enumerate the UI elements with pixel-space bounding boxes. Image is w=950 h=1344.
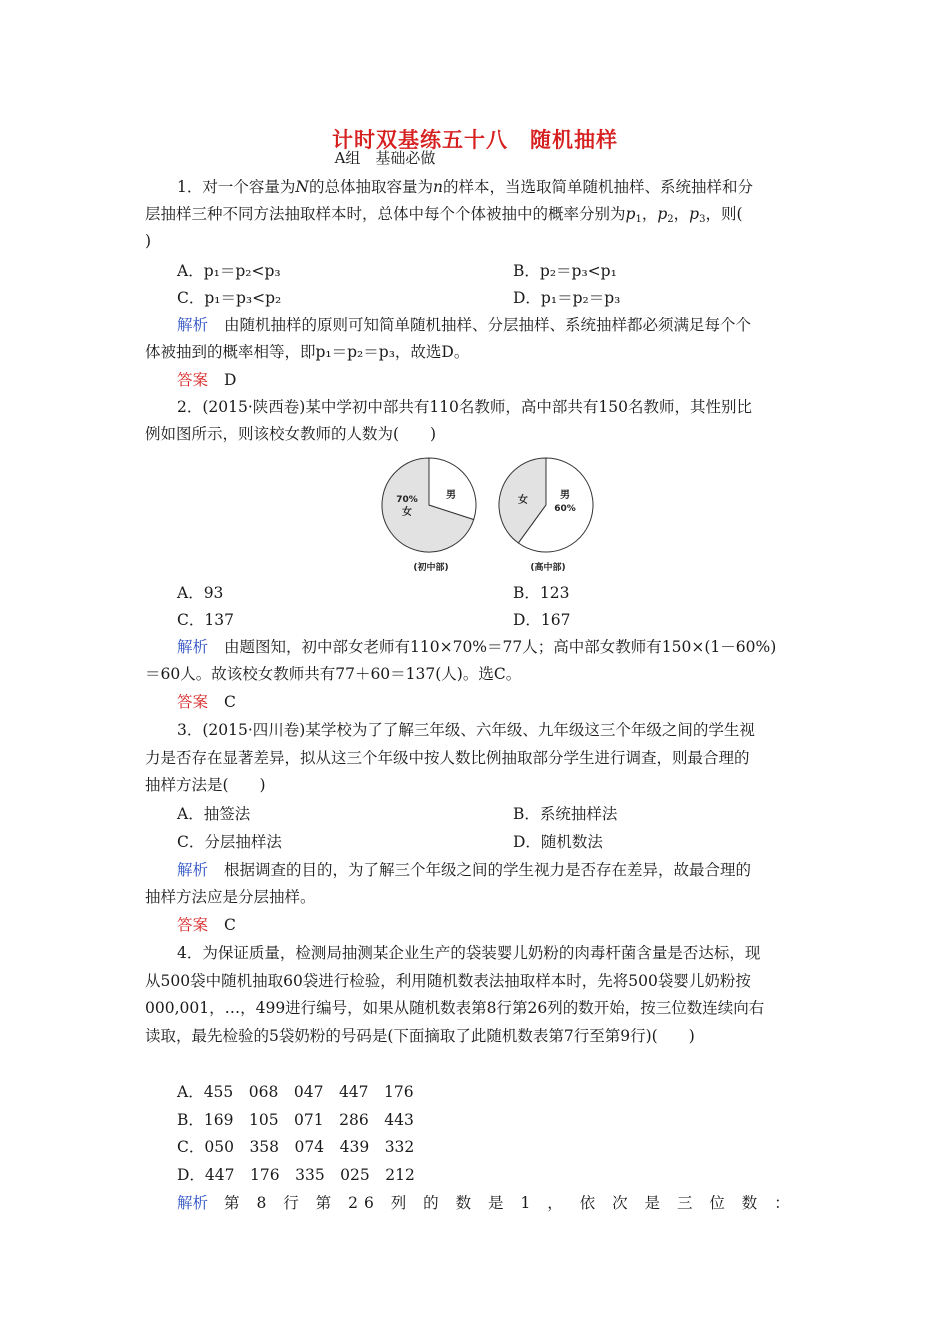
analysis-label: 解析 xyxy=(177,316,209,334)
section-subtitle: A组 基础必做 xyxy=(334,149,436,167)
q2-analysis-line2: ＝60人。故该校女教师共有77＋60＝137(人)。选C。 xyxy=(145,665,522,683)
q4-stem-line2: 从500袋中随机抽取60袋进行检验，利用随机数表法抽取样本时，先将500袋婴儿奶粉按 xyxy=(145,972,751,990)
q1-stem-line3: ) xyxy=(145,232,152,250)
q1-analysis-line2: 体被抽到的概率相等，即p₁＝p₂＝p₃，故选D。 xyxy=(145,343,470,361)
page-title: 计时双基练五十八 随机抽样 xyxy=(332,128,618,152)
q2-analysis-line1: 解析 由题图知，初中部女老师有110×70%＝77人；高中部女教师有150×(1－60%) xyxy=(177,638,777,656)
q3-stem-line1: 3．(2015·四川卷)某学校为了了解三年级、六年级、九年级这三个年级之间的学生视 xyxy=(177,721,755,739)
pie-label-senior-male: 男 xyxy=(560,490,570,501)
q3-analysis-line2: 抽样方法应是分层抽样。 xyxy=(145,888,316,906)
q3-stem-line2: 力是否存在显著差异，拟从这三个年级中按人数比例抽取部分学生进行调查，则最合理的 xyxy=(145,749,750,767)
analysis-label: 解析 xyxy=(177,861,209,879)
q3-answer: 答案 C xyxy=(177,916,236,934)
q2-option-c: C．137 xyxy=(177,611,234,629)
q3-option-c: C．分层抽样法 xyxy=(177,833,282,851)
q1-stem-line1: 1．对一个容量为N的总体抽取容量为n的样本，当选取简单随机抽样、系统抽样和分 xyxy=(177,178,753,196)
pie-label-junior-female-pct: 70% xyxy=(396,495,418,505)
q2-stem-line1: 2．(2015·陕西卷)某中学初中部共有110名教师，高中部共有150名教师，其性别比 xyxy=(177,398,753,416)
q1-stem-line2: 层抽样三种不同方法抽取样本时，总体中每个个体被抽中的概率分别为$p_1$，$p_2$，$p_3$，则( xyxy=(145,205,743,225)
analysis-label: 解析 xyxy=(177,638,209,656)
pie-label-senior-male-pct: 60% xyxy=(554,504,576,514)
q1-analysis-line1: 解析 由随机抽样的原则可知简单随机抽样、分层抽样、系统抽样都必须满足每个个 xyxy=(177,316,752,334)
q4-option-a: A．455 068 047 447 176 xyxy=(177,1083,414,1101)
q1-option-c: C．p₁＝p₃<p₂ xyxy=(177,289,282,307)
q3-option-b: B．系统抽样法 xyxy=(513,805,618,823)
q4-option-d: D．447 176 335 025 212 xyxy=(177,1166,415,1184)
q2-answer: 答案 C xyxy=(177,693,236,711)
q3-analysis-line1: 解析 根据调查的目的，为了解三个年级之间的学生视力是否存在差异，故最合理的 xyxy=(177,861,752,879)
pie-label-junior-female: 女 xyxy=(402,507,412,518)
q2-stem-line2: 例如图所示，则该校女教师的人数为( ) xyxy=(145,425,437,443)
q1-option-d: D．p₁＝p₂＝p₃ xyxy=(513,289,621,307)
q4-stem-line4: 读取，最先检验的5袋奶粉的号码是(下面摘取了此随机数表第7行至第9行)( ) xyxy=(145,1027,695,1045)
analysis-label: 解析 xyxy=(177,1194,209,1212)
pie-label-junior-male: 男 xyxy=(446,490,456,501)
q2-option-a: A．93 xyxy=(177,584,224,602)
pie-title-junior: (初中部) xyxy=(413,563,449,573)
q2-option-b: B．123 xyxy=(513,584,570,602)
q4-stem-line3: 000,001，…，499进行编号，如果从随机数表第8行第26列的数开始，按三位数连续向右 xyxy=(145,999,765,1017)
q3-option-d: D．随机数法 xyxy=(513,833,603,851)
q4-stem-line1: 4．为保证质量，检测局抽测某企业生产的袋装婴儿奶粉的肉毒杆菌含量是否达标，现 xyxy=(177,944,761,962)
q1-option-b: B．p₂＝p₃<p₁ xyxy=(513,262,617,280)
q4-analysis-line1: 解析 第 8 行 第 26 列 的 数 是 1 ， 依 次 是 三 位 数 ： xyxy=(177,1194,796,1212)
q3-option-a: A．抽签法 xyxy=(177,805,251,823)
pie-charts-figure xyxy=(376,452,606,582)
q4-option-c: C．050 358 074 439 332 xyxy=(177,1138,415,1156)
q4-option-b: B．169 105 071 286 443 xyxy=(177,1111,414,1129)
q1-answer: 答案 D xyxy=(177,371,237,389)
answer-label: 答案 xyxy=(177,916,209,934)
answer-label: 答案 xyxy=(177,371,209,389)
answer-label: 答案 xyxy=(177,693,209,711)
pie-label-senior-female: 女 xyxy=(518,495,528,506)
q3-stem-line3: 抽样方法是( ) xyxy=(145,776,266,794)
pie-title-senior: (高中部) xyxy=(530,563,566,573)
pie-charts-svg xyxy=(376,452,606,582)
q2-option-d: D．167 xyxy=(513,611,571,629)
q1-option-a: A．p₁＝p₂<p₃ xyxy=(177,262,281,280)
